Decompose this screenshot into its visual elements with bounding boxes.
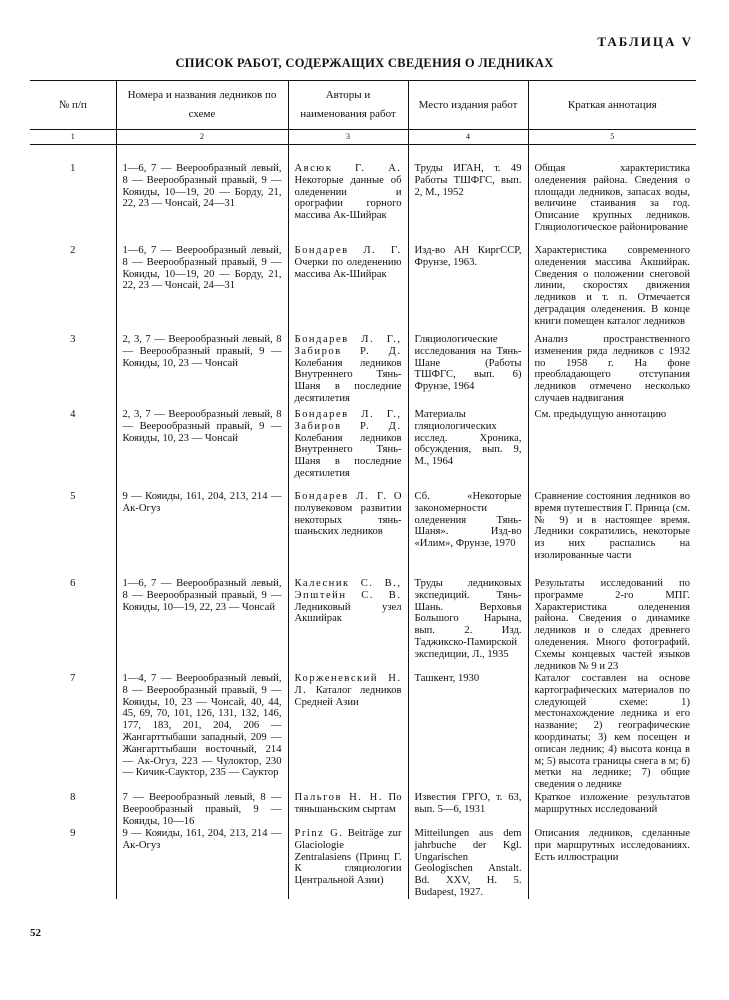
work-citation bbox=[288, 163, 408, 245]
spacer-row bbox=[30, 145, 696, 164]
glacier-list: 9 — Кояиды, 161, 204, 213, 214 — Ак-Огуз bbox=[116, 491, 288, 578]
work-citation bbox=[288, 792, 408, 828]
table-row bbox=[30, 578, 696, 673]
table-header-row bbox=[30, 81, 696, 130]
work-title: Колебания ледников Внутреннего Тянь-Шаня в последние десятилетия bbox=[294, 357, 402, 404]
row-number: 2 bbox=[70, 245, 76, 256]
work-citation bbox=[288, 334, 408, 409]
glacier-list: 1—4, 7 — Веерообразный левый, 8 — Веерообразный правый, 9 — Кояиды, 10, 23 — Чонсай, 40, 44, 45, 69, 70, 101, 126, 131, 132, 146, 177, 183, 201, 204, 206 — Жангарттыбаши западный, 209 — Жангарттыбаши восточный, 214 — Ак-Огуз, 223 — Чулоктор, 230 — Кичик-Сауктор, 235 — Сауктор bbox=[116, 673, 288, 792]
row-number: 3 bbox=[70, 334, 76, 345]
work-title: Каталог ледников Средней Азии bbox=[294, 684, 402, 708]
publication-place: Труды ИГАН, т. 49 Работы ТШФГС, вып. 2, М., 1952 bbox=[408, 163, 528, 245]
annotation: Анализ пространственного изменения ряда ледников с 1932 по 1958 г. На фоне преобладающего отступания ледников отмечено несколько случаев надвигания bbox=[528, 334, 696, 409]
row-number: 5 bbox=[70, 491, 76, 502]
page-number: 52 bbox=[30, 927, 41, 939]
annotation: Характеристика современного оледенения массива Акшийрак. Сведения о положении снеговой линии, скоростях движения ледников и т. п. Отмечается деградация оледенения. В конце книги помещен каталог ледников bbox=[528, 245, 696, 334]
author-name: Бондарев Л. Г. bbox=[294, 245, 402, 256]
work-citation bbox=[288, 409, 408, 491]
work-title: О полувековом развитии некоторых тянь-шаньских ледников bbox=[294, 491, 402, 538]
column-header-number: № п/п bbox=[30, 81, 116, 130]
glacier-list: 1—6, 7 — Веерообразный левый, 8 — Веерообразный правый, 9 — Кояиды, 10—19, 22, 23 — Чонсай bbox=[116, 578, 288, 673]
author-name: Бондарев Л. Г. bbox=[294, 491, 388, 502]
table-row bbox=[30, 792, 696, 828]
row-number: 7 bbox=[70, 673, 76, 684]
column-number: 4 bbox=[408, 130, 528, 145]
glacier-list: 9 — Кояиды, 161, 204, 213, 214 — Ак-Огуз bbox=[116, 828, 288, 899]
table-row bbox=[30, 163, 696, 245]
row-number: 6 bbox=[70, 578, 76, 589]
author-name: Prinz G. bbox=[294, 828, 344, 839]
glacier-list: 2, 3, 7 — Веерообразный левый, 8 — Веерообразный правый, 9 — Кояиды, 10, 23 — Чонсай bbox=[116, 409, 288, 491]
author-name: Авсюк Г. А. bbox=[294, 163, 402, 174]
column-number: 5 bbox=[528, 130, 696, 145]
annotation: Общая характеристика оледенения района. Сведения о площади ледников, запасах воды, величине стаивания за год. Описание крупных ледников. Гляциологическое районирование bbox=[528, 163, 696, 245]
row-number: 4 bbox=[70, 409, 76, 420]
column-header-place: Место издания работ bbox=[408, 81, 528, 130]
author-name: Калесник С. В., Эпштейн С. В. bbox=[294, 578, 402, 601]
table-row bbox=[30, 409, 696, 491]
glacier-list: 7 — Веерообразный левый, 8 — Веерообразный правый, 9 — Кояиды, 10—16 bbox=[116, 792, 288, 828]
annotation: См. предыдущую аннотацию bbox=[528, 409, 696, 491]
column-number-row bbox=[30, 130, 696, 145]
work-citation bbox=[288, 491, 408, 578]
table-row bbox=[30, 828, 696, 899]
publication-place: Mitteilungen aus dem jahrbuche der Kgl. Ungarischen Geologischen Anstalt. Bd. XXV, H. 5. Budapest, 1927. bbox=[408, 828, 528, 899]
publication-place: Ташкент, 1930 bbox=[408, 673, 528, 792]
annotation: Описания ледников, сделанные при маршрутных исследованиях. Есть иллюстрации bbox=[528, 828, 696, 899]
glacier-list: 1—6, 7 — Веерообразный левый, 8 — Веерообразный правый, 9 — Кояиды, 10—19, 20 — Борду, 21, 22, 23 — Чонсай, 24—31 bbox=[116, 163, 288, 245]
author-name: Бондарев Л. Г., Забиров Р. Д. bbox=[294, 334, 402, 357]
publication-place: Изд-во АН КиргССР, Фрунзе, 1963. bbox=[408, 245, 528, 334]
publication-place: Труды ледниковых экспедиций. Тянь-Шань. Верховья Большого Нарына, вып. 2. Изд. Таджикско-Памирской экспедиции, Л., 1935 bbox=[408, 578, 528, 673]
work-citation bbox=[288, 578, 408, 673]
work-citation bbox=[288, 673, 408, 792]
column-header-annotation: Краткая аннотация bbox=[528, 81, 696, 130]
glacier-list: 1—6, 7 — Веерообразный левый, 8 — Веерообразный правый, 9 — Кояиды, 10—19, 20 — Борду, 21, 22, 23 — Чонсай, 24—31 bbox=[116, 245, 288, 334]
work-title: По тяньшаньским сыртам bbox=[294, 792, 402, 815]
work-title: Некоторые данные об оледенении и орографии горного массива Ак-Шийрак bbox=[294, 174, 402, 222]
publication-place: Известия ГРГО, т. 63, вып. 5—6, 1931 bbox=[408, 792, 528, 828]
publication-place: Сб. «Некоторые закономерности оледенения Тянь-Шаня». Изд-во «Илим», Фрунзе, 1970 bbox=[408, 491, 528, 578]
work-citation bbox=[288, 828, 408, 899]
work-title: Колебания ледников Внутреннего Тянь-Шаня в последние десятилетия bbox=[294, 432, 402, 479]
author-name: Корженевский Н. Л. bbox=[294, 673, 402, 696]
page-title: СПИСОК РАБОТ, СОДЕРЖАЩИХ СВЕДЕНИЯ О ЛЕДНИКАХ bbox=[175, 56, 554, 70]
column-header-authors: Авторы и наименования работ bbox=[288, 81, 408, 130]
table-row bbox=[30, 673, 696, 792]
column-header-glaciers: Номера и названия ледников по схеме bbox=[116, 81, 288, 130]
glacier-list: 2, 3, 7 — Веерообразный левый, 8 — Веерообразный правый, 9 — Кояиды, 10, 23 — Чонсай bbox=[116, 334, 288, 409]
column-number: 2 bbox=[116, 130, 288, 145]
publication-place: Гляциологические исследования на Тянь-Шане (Работы ТШФГС, вып. 6) Фрунзе, 1964 bbox=[408, 334, 528, 409]
work-title: Очерки по оледенению массива Ак-Шийрак bbox=[294, 256, 402, 280]
row-number: 9 bbox=[70, 828, 76, 839]
author-name: Пальгов Н. Н. bbox=[294, 792, 383, 803]
annotation: Сравнение состояния ледников во время путешествия Г. Принца (см. № 9) и в настоящее время. Ледники сократились, некоторые из них распались на изолированные части bbox=[528, 491, 696, 578]
row-number: 8 bbox=[70, 792, 76, 803]
glacier-works-table bbox=[30, 80, 696, 899]
table-row bbox=[30, 334, 696, 409]
publication-place: Материалы гляциологических исслед. Хроника, обсуждения, вып. 9, М., 1964 bbox=[408, 409, 528, 491]
column-number: 1 bbox=[30, 130, 116, 145]
row-number: 1 bbox=[70, 163, 76, 174]
annotation: Краткое изложение результатов маршрутных исследований bbox=[528, 792, 696, 828]
annotation: Результаты исследований по программе 2-го МПГ. Характеристика оледенения района. Сведения о динамике ледников и о следах древнего оледенения. Много фотографий. Схемы концевых частей языков ледников № 9 и 23 bbox=[528, 578, 696, 673]
table-row bbox=[30, 491, 696, 578]
work-citation bbox=[288, 245, 408, 334]
column-number: 3 bbox=[288, 130, 408, 145]
table-row bbox=[30, 245, 696, 334]
author-name: Бондарев Л. Г., Забиров Р. Д. bbox=[294, 409, 402, 432]
work-title: Ледниковый узел Акшийрак bbox=[294, 601, 402, 625]
table-label: ТАБЛИЦА V bbox=[597, 34, 693, 49]
work-title: Beiträge zur Glaciologie Zentralasiens (Принц Г. К гляциологии Центральной Азии) bbox=[294, 828, 402, 887]
annotation: Каталог составлен на основе картографических материалов по следующей схеме: 1) местонахождение ледника и его название; 2) географические координаты; 3) кем посещен и описан ледник; 4) высота конца в м; 5) высота границы снега в м; 6) метки на леднике; 7) общие сведения о леднике bbox=[528, 673, 696, 792]
